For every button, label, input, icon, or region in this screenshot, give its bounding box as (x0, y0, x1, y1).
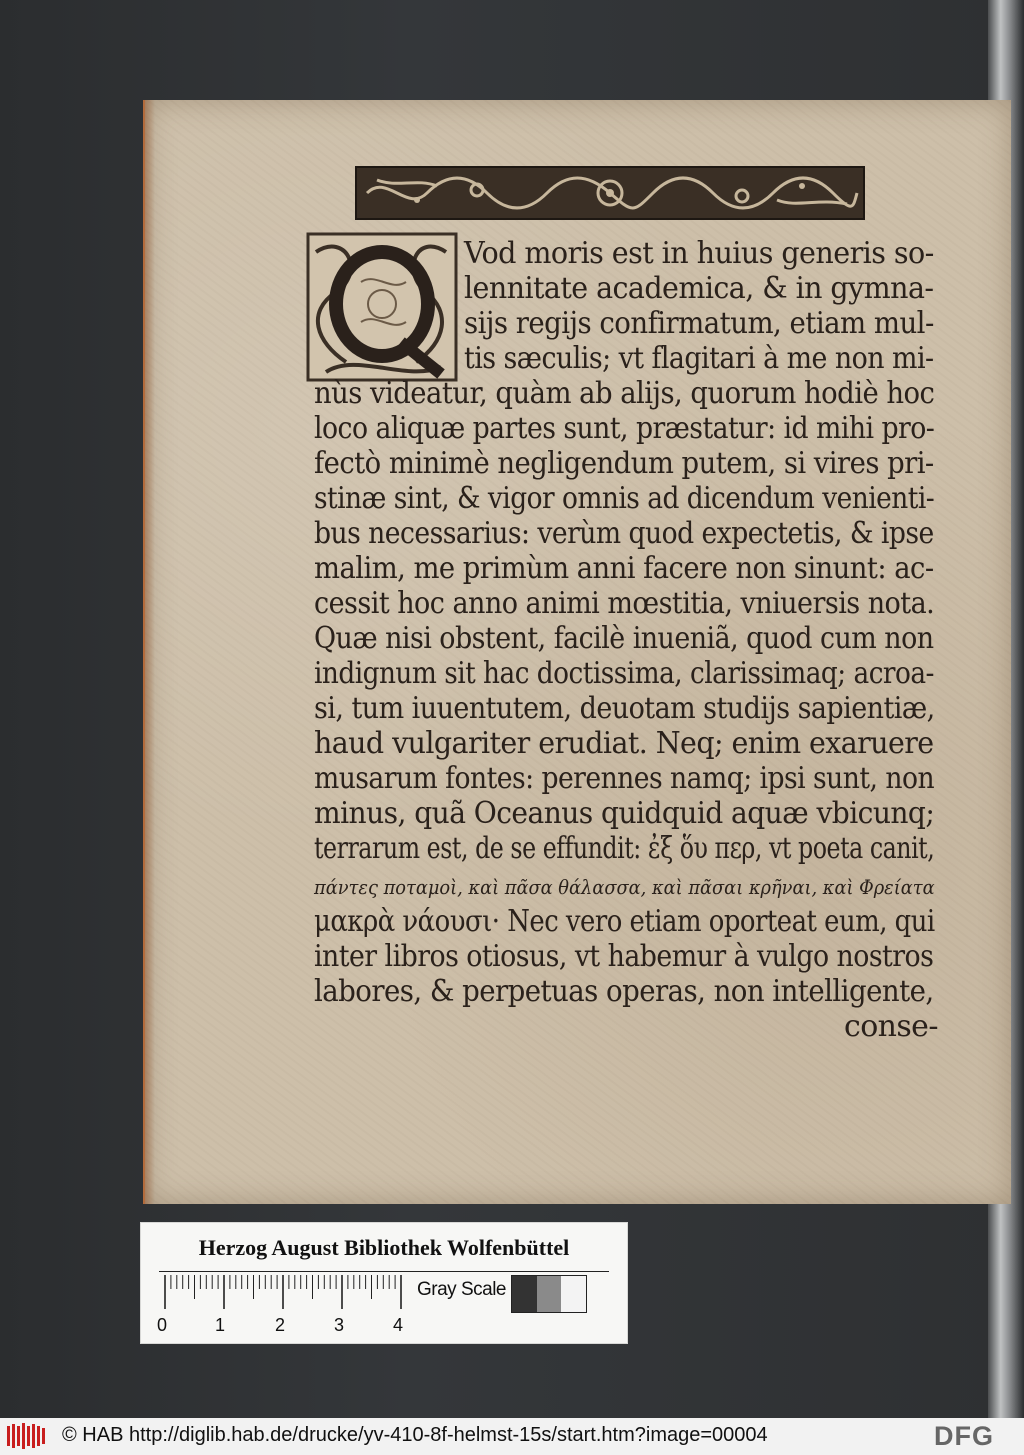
text-line: cessit hoc anno animi mœstitia, vniuersis nota. (314, 586, 935, 621)
hab-logo-icon (6, 1422, 46, 1450)
gray-scale-label: Gray Scale (417, 1279, 506, 1300)
text-line: loco aliquæ partes sunt, præstatur: id mihi pro- (314, 411, 935, 446)
text-line: fectò minimè negligendum putem, si vires pri- (314, 446, 934, 481)
text-line: Quæ nisi obstent, facilè inueniã, quod cum non (314, 621, 934, 656)
text-line: μακρὰ νάουσι· Nec vero etiam oporteat eum, qui (314, 904, 935, 939)
ruler-ticks (163, 1275, 413, 1315)
copyright-link[interactable]: © HAB http://diglib.hab.de/drucke/yv-410-8f-helmst-15s/start.htm?image=00004 (62, 1424, 768, 1446)
text-line: terrarum est, de se effundit: ἐξ ὅυ περ, vt poeta canit, (314, 831, 935, 866)
text-line: inter libros otiosus, vt habemur à vulgo nostros (314, 939, 934, 974)
card-divider (159, 1271, 609, 1272)
greek-text-line: πάντες ποταμοὶ, καὶ πᾶσα θάλασσα, καὶ πᾶσαι κρῆναι, καὶ Φρείατα (314, 875, 935, 899)
swatch-mid (537, 1276, 562, 1312)
ruler-number: 4 (393, 1315, 404, 1335)
decorated-initial-q (306, 232, 458, 382)
catchword: conse- (844, 1009, 938, 1044)
text-line: indignum sit hac doctissima, clarissimaq; acroa- (314, 656, 934, 691)
swatch-dark (512, 1276, 537, 1312)
text-line: tis sæculis; vt flagitari à me non mi- (464, 341, 934, 376)
decorative-headpiece (355, 166, 865, 220)
gray-scale-swatches (511, 1275, 587, 1313)
text-line: Vod moris est in huius generis so- (464, 236, 934, 271)
text-line: nùs videatur, quàm ab alijs, quorum hodiè hoc (314, 376, 935, 411)
text-line: bus necessarius: verùm quod expectetis, & ipse (314, 516, 934, 551)
ruler-number: 2 (275, 1315, 286, 1335)
text-line: musarum fontes: perennes namq; ipsi sunt, non (314, 761, 935, 796)
text-line: si, tum iuuentutem, deuotam studijs sapientiæ, (314, 691, 935, 726)
swatch-light (561, 1276, 586, 1312)
ruler-numbers (157, 1315, 457, 1337)
ornament-image (357, 168, 863, 218)
text-line: minus, quã Oceanus quidquid aquæ vbicunq; (314, 796, 935, 831)
text-line: labores, & perpetuas operas, non intelligente, (314, 974, 934, 1009)
text-line: lennitate academica, & in gymna- (464, 271, 934, 306)
color-ruler-card (140, 1222, 628, 1344)
ruler-number: 3 (334, 1315, 345, 1335)
initial-ornament-image (306, 232, 458, 382)
cm-ruler (163, 1275, 413, 1315)
text-line: haud vulgariter erudiat. Neq; enim exaruere (314, 726, 934, 761)
ruler-number: 1 (215, 1315, 226, 1335)
footer-bar (0, 1418, 1024, 1455)
text-line: malim, me primùm anni facere non sinunt: ac- (314, 551, 934, 586)
ruler-number: 0 (157, 1315, 168, 1335)
text-line: sijs regijs confirmatum, etiam mul- (464, 306, 934, 341)
library-name: Herzog August Bibliothek Wolfenbüttel (198, 1235, 570, 1260)
dfg-logo: DFG (934, 1421, 994, 1451)
text-line: stinæ sint, & vigor omnis ad dicendum venienti- (314, 481, 935, 516)
